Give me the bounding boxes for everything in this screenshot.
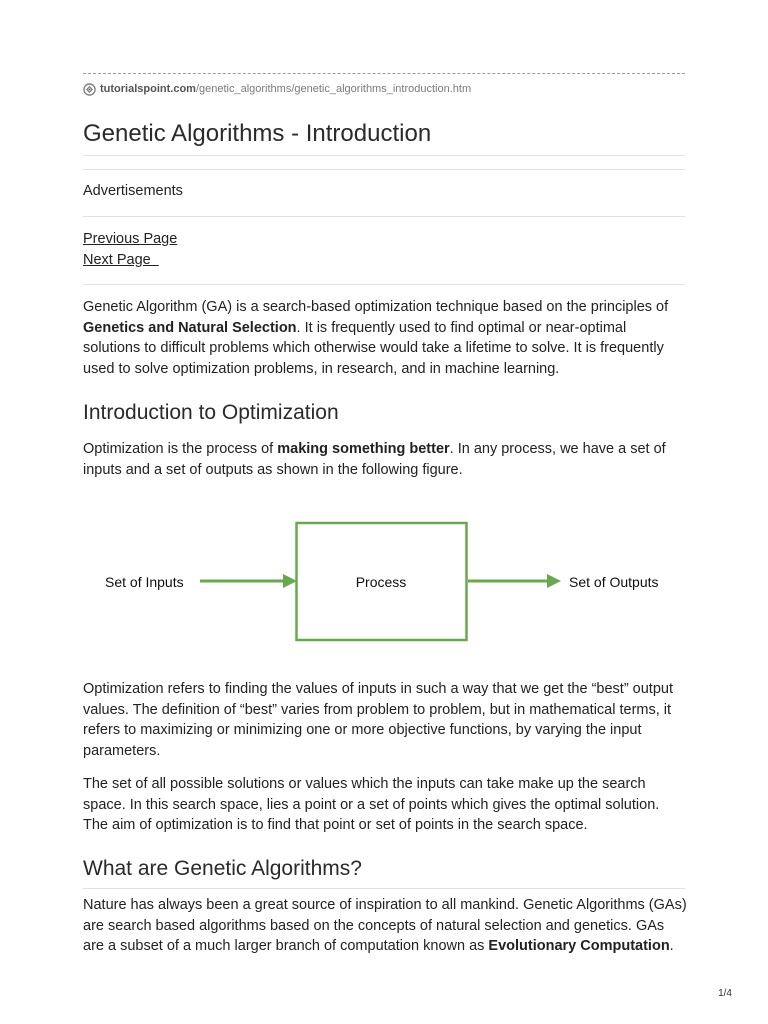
previous-page-link[interactable]: Previous Page <box>83 231 178 247</box>
intro-paragraph: Genetic Algorithm (GA) is a search-based optimization technique based on the principles of Genetics and Natural Selection. It is frequently used to find optimal or near-optimal solutions to difficult problems which otherwise would take a lifetime to solve. It is frequently used to solve optimization problems, in research, and in machine learning. <box>83 299 669 377</box>
making-something-better-term: making something better <box>277 441 450 457</box>
tutorialspoint-logo-icon <box>83 83 96 96</box>
process-diagram <box>83 508 685 654</box>
genetic-algorithms-heading: What are Genetic Algorithms? <box>83 857 362 880</box>
url-domain: tutorialspoint.com <box>100 83 196 95</box>
evolutionary-computation-term: Evolutionary Computation <box>488 938 670 955</box>
process-label: Process <box>355 574 407 590</box>
outputs-label: Set of Outputs <box>569 574 659 590</box>
nav-divider <box>83 284 685 285</box>
page-number: 1/4 <box>718 988 732 999</box>
inputs-label: Set of Inputs <box>105 574 184 590</box>
advertisements-label: Advertisements <box>83 183 183 199</box>
optimization-paragraph-2: Optimization refers to finding the values of inputs in such a way that we get the “best” output values. The definition of “best” varies from problem to problem, but in mathematical terms, it refers to maximizing or minimizing one or more objective functions, by varying the input parameters. <box>83 681 673 759</box>
optimization-paragraph-3: The set of all possible solutions or values which the inputs can take make up the search space. In this search space, lies a point or a set of points which gives the optimal solution. The aim of optimization is to find that point or set of points in the search space. <box>83 776 660 834</box>
ads-bottom-divider <box>83 216 685 217</box>
page-title: Genetic Algorithms - Introduction <box>83 120 432 147</box>
optimization-process-figure <box>83 508 685 654</box>
ga-paragraph-1: Nature has always been a great source of inspiration to all mankind. Genetic Algorithms (GAs) are search based algorithms based on the concepts of natural selection and genetics. GAs are a subset of a much larger branch of computation known as Evolutionary Computation. <box>83 897 687 955</box>
title-divider <box>83 155 685 156</box>
header-dashed-divider <box>83 73 685 74</box>
url-path: /genetic_algorithms/genetic_algorithms_introduction.htm <box>195 83 472 95</box>
source-url[interactable] <box>83 82 471 96</box>
optimization-paragraph-1: Optimization is the process of making something better. In any process, we have a set of inputs and a set of outputs as shown in the following figure. <box>83 441 666 478</box>
ads-top-divider <box>83 169 685 170</box>
output-arrowhead-icon <box>547 574 561 588</box>
ga-heading-divider <box>83 888 685 889</box>
genetics-natural-selection-term: Genetics and Natural Selection <box>83 319 297 336</box>
input-arrowhead-icon <box>283 574 297 588</box>
optimization-heading: Introduction to Optimization <box>83 401 339 424</box>
next-page-link[interactable]: Next Page <box>83 252 159 268</box>
